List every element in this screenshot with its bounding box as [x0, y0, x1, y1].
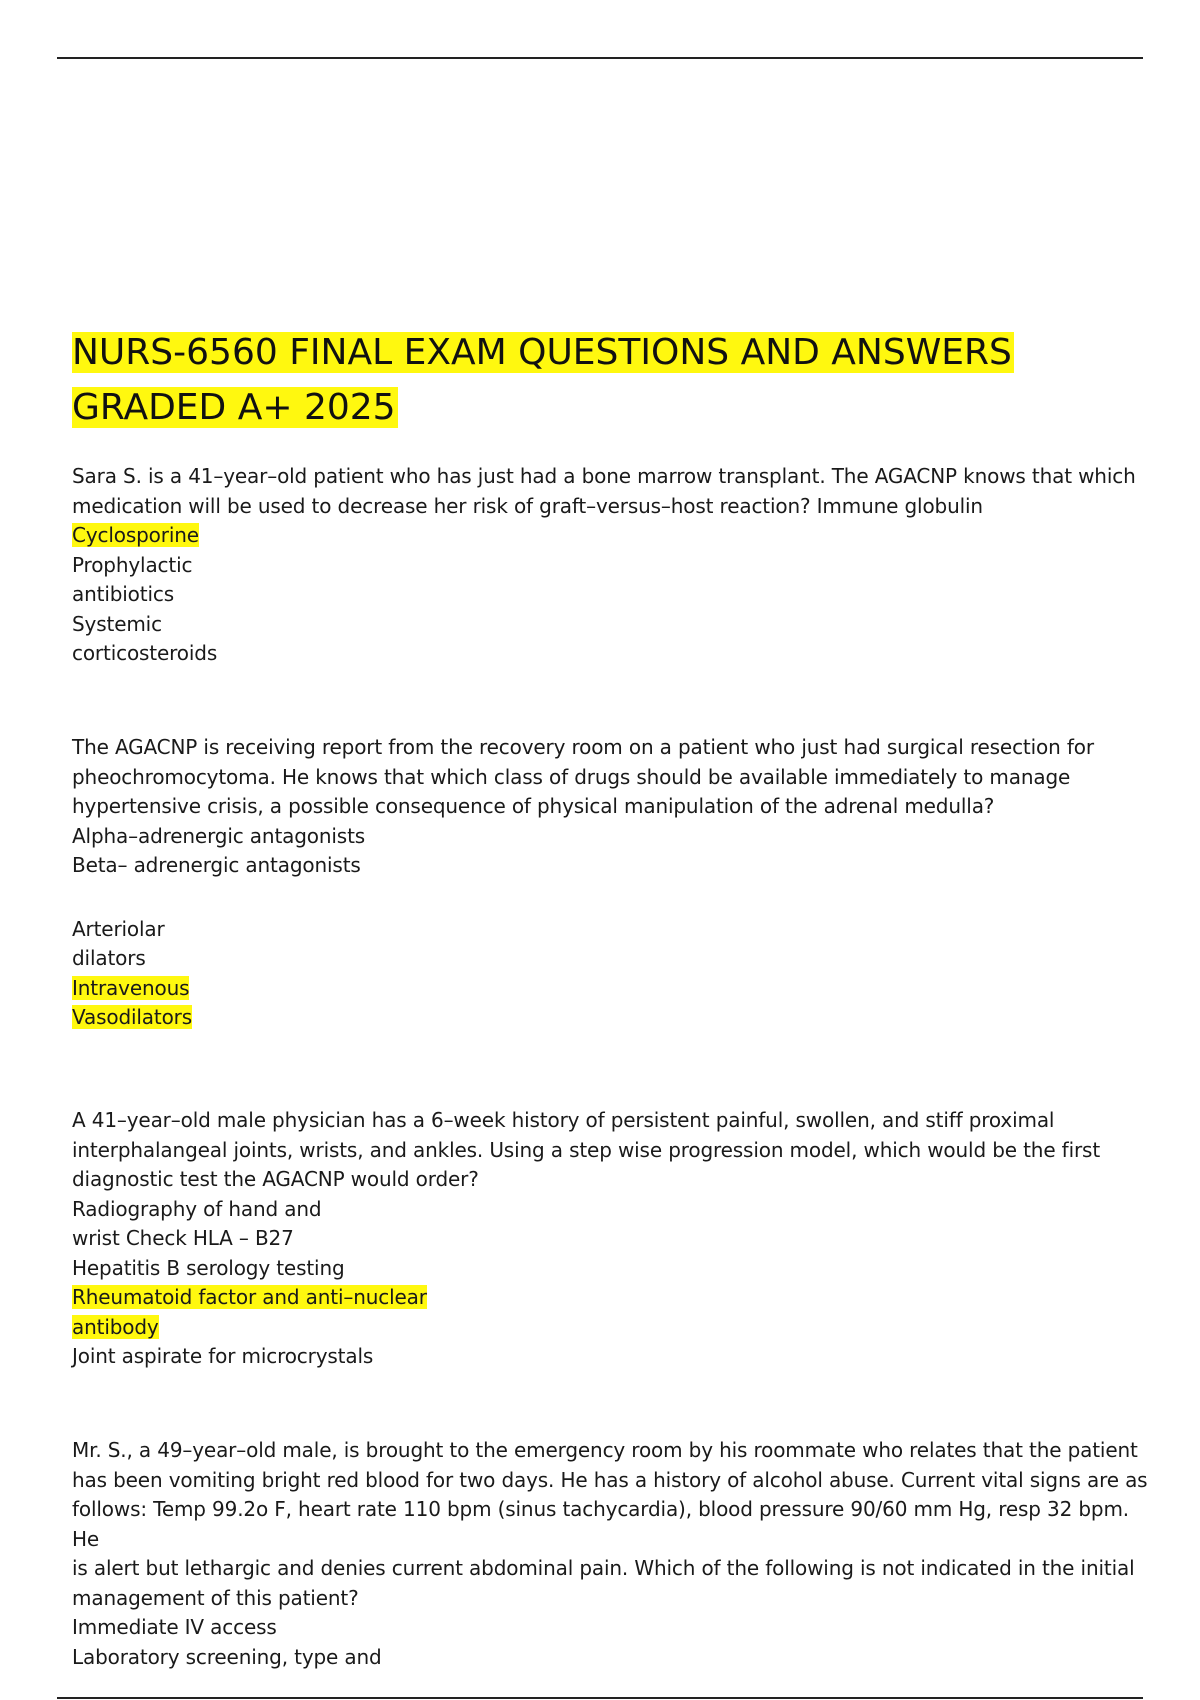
answer-option: Hepatitis B serology testing: [72, 1255, 345, 1280]
answer-option: Laboratory screening, type and: [72, 1644, 382, 1669]
answer-option: Arteriolar: [72, 916, 165, 941]
answer-option: Joint aspirate for microcrystals: [72, 1344, 374, 1368]
bottom-rule: [57, 1697, 1143, 1699]
question-stem-line: hypertensive crisis, a possible consequence of physical manipulation of the adrenal medulla?: [72, 794, 995, 818]
answer-option: Alpha–adrenergic antagonists: [72, 823, 366, 848]
question-stem-line: management of this patient?: [72, 1585, 359, 1610]
spacer: [72, 881, 1162, 915]
document-title: [72, 325, 1072, 435]
answer-option-correct: antibody: [72, 1314, 159, 1339]
answer-option: Radiography of hand and: [72, 1196, 322, 1221]
question-stem-line: A 41–year–old male physician has a 6–week history of persistent painful, swollen, and stiff proximal: [72, 1108, 1055, 1132]
question-stem-line: Mr. S., a 49–year–old male, is brought to the emergency room by his roommate who relates that the patient: [72, 1438, 1138, 1462]
answer-option-correct: Intravenous: [72, 975, 190, 1000]
answer-option: corticosteroids: [72, 641, 218, 665]
answer-option-correct: Cyclosporine: [72, 523, 199, 547]
answer-option: wrist Check HLA – B27: [72, 1226, 294, 1250]
question-stem-line: interphalangeal joints, wrists, and ankles. Using a step wise progression model, which would be the first: [72, 1137, 1101, 1162]
question-stem-line: follows: Temp 99.2o F, heart rate 110 bpm (sinus tachycardia), blood pressure 90/60 mm Hg, resp 32 bpm. He: [72, 1497, 1130, 1551]
answer-option: Systemic: [72, 611, 162, 636]
question-stem-line: medication will be used to decrease her risk of graft–versus–host reaction? Immune globulin: [72, 493, 983, 518]
answer-option: antibiotics: [72, 582, 174, 606]
question-4: [72, 1436, 1162, 1672]
answer-option-correct: Rheumatoid factor and anti–nuclear: [72, 1285, 427, 1309]
answer-option: Beta– adrenergic antagonists: [72, 853, 361, 877]
question-2: [72, 733, 1162, 1033]
question-stem-line: Sara S. is a 41–year–old patient who has just had a bone marrow transplant. The AGACNP knows that which: [72, 464, 1136, 488]
answer-option: dilators: [72, 946, 146, 970]
title-line-2: GRADED A+ 2025: [72, 387, 396, 428]
question-stem-line: The AGACNP is receiving report from the recovery room on a patient who just had surgical resection for: [72, 735, 1094, 759]
question-stem-line: diagnostic test the AGACNP would order?: [72, 1167, 479, 1191]
question-stem-line: pheochromocytoma. He knows that which class of drugs should be available immediately to manage: [72, 764, 1071, 789]
answer-option: Immediate IV access: [72, 1615, 277, 1639]
top-rule: [57, 57, 1143, 59]
question-stem-line: has been vomiting bright red blood for two days. He has a history of alcohol abuse. Current vital signs are as: [72, 1467, 1148, 1492]
answer-option: Prophylactic: [72, 552, 193, 577]
question-1: [72, 462, 1162, 669]
answer-option-correct: Vasodilators: [72, 1005, 193, 1029]
question-3: [72, 1106, 1162, 1372]
title-line-1: NURS-6560 FINAL EXAM QUESTIONS AND ANSWERS: [72, 332, 1012, 373]
question-stem-line: is alert but lethargic and denies current abdominal pain. Which of the following is not indicated in the initial: [72, 1556, 1135, 1580]
